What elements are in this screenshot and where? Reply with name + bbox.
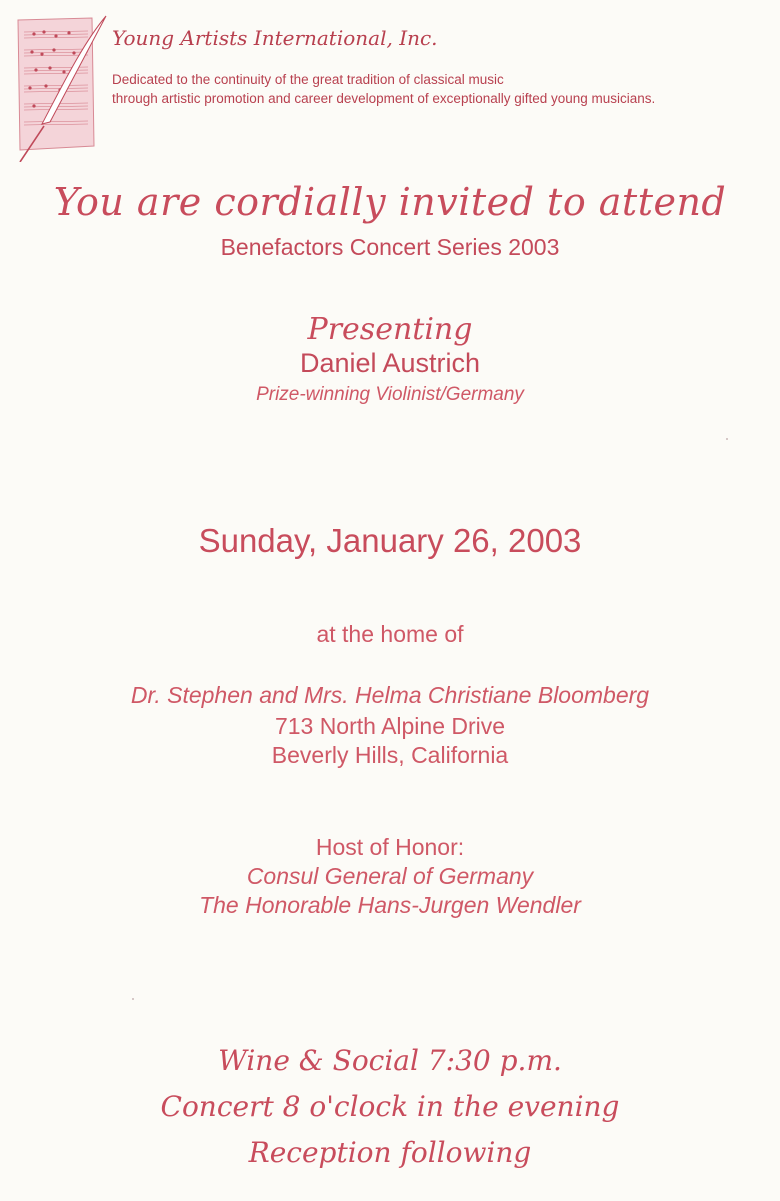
event-date: Sunday, January 26, 2003 — [198, 522, 582, 559]
paper-speck — [726, 438, 728, 440]
address-street: 713 North Alpine Drive — [274, 713, 506, 739]
schedule-reception: Reception following — [248, 1136, 532, 1169]
host-of-honor-name: The Honorable Hans-Jurgen Wendler — [199, 892, 581, 918]
artist-description: Prize-winning Violinist/Germany — [256, 384, 524, 405]
organization-name: Young Artists International, Inc. — [112, 26, 438, 50]
host-of-honor-title: Consul General of Germany — [246, 863, 534, 889]
at-home-of-label: at the home of — [316, 621, 464, 647]
tagline-line-1: Dedicated to the continuity of the great tradition of classical music — [112, 72, 504, 87]
invitation-intro: You are cordially invited to attend — [53, 180, 727, 224]
artist-name: Daniel Austrich — [299, 348, 481, 378]
presenting-label: Presenting — [307, 312, 473, 347]
tagline-line-2: through artistic promotion and career development of exceptionally gifted young musicians. — [112, 91, 656, 106]
organization-tagline — [112, 70, 655, 108]
host-of-honor-label: Host of Honor: — [315, 834, 465, 860]
schedule-wine-social: Wine & Social 7:30 p.m. — [218, 1044, 562, 1077]
address-city: Beverly Hills, California — [271, 742, 509, 768]
concert-series-title: Benefactors Concert Series 2003 — [220, 234, 560, 260]
host-names: Dr. Stephen and Mrs. Helma Christiane Bloomberg — [130, 682, 650, 708]
paper-speck — [132, 998, 134, 1000]
music-score-quill-logo — [14, 12, 114, 162]
schedule-concert: Concert 8 o'clock in the evening — [160, 1090, 620, 1123]
